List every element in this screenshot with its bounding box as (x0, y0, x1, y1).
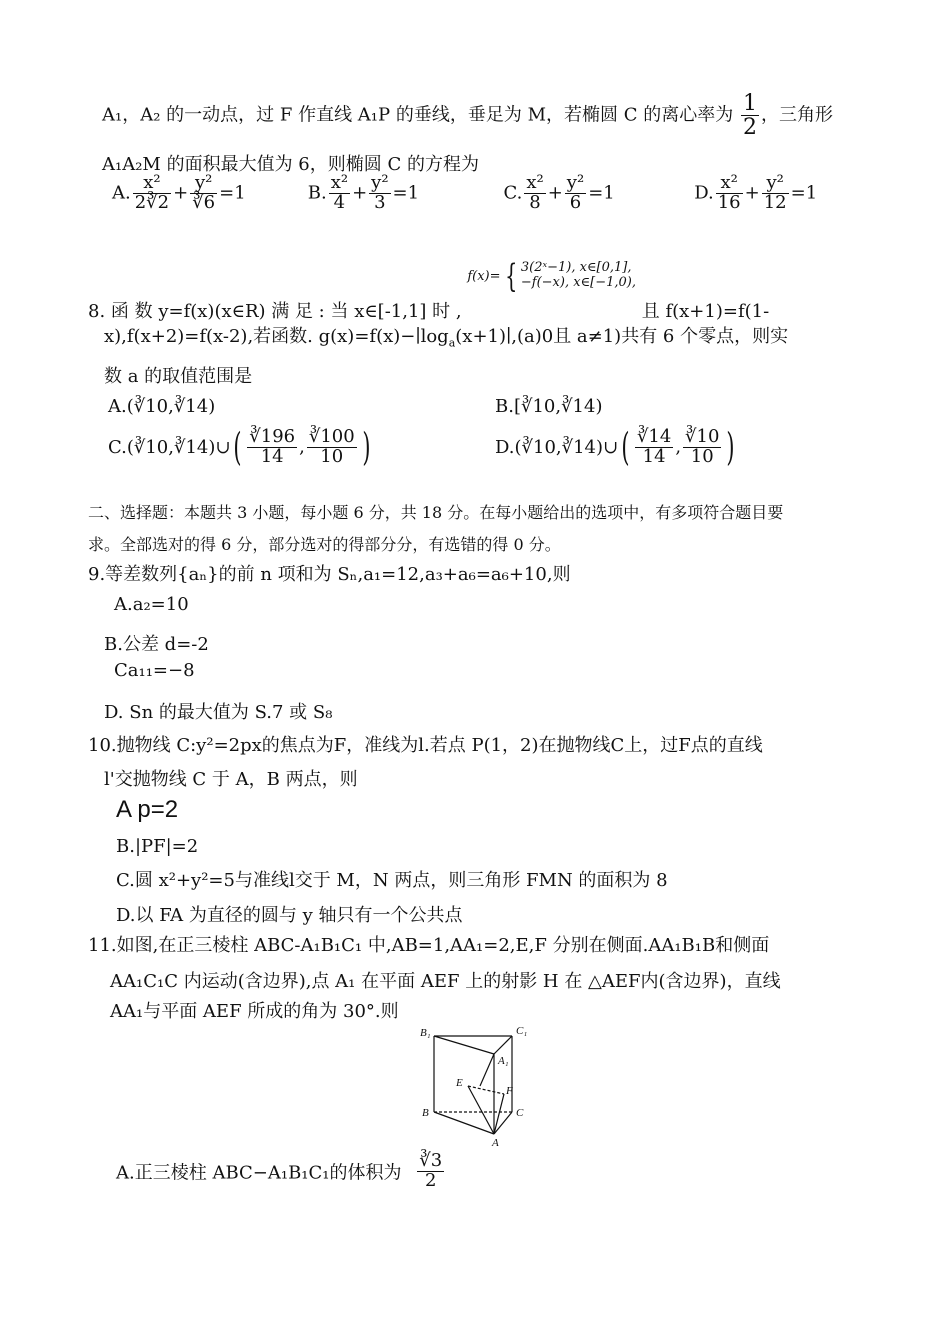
label-a1: A₁ (498, 1055, 509, 1067)
section2-instructions-line2: 求。全部选对的得 6 分，部分选对的得部分分，有选错的得 0 分。 (88, 535, 561, 554)
edge-c1a1 (494, 1036, 512, 1054)
label-a: A (492, 1137, 499, 1149)
q9-stem: 9.等差数列{aₙ}的前 n 项和为 Sₙ,a₁=12,a₃+a₆=a₆+10,则 (88, 564, 571, 585)
q9-option-d: D. Sn 的最大值为 S.7 或 S₈ (104, 702, 333, 723)
q10-line2: l'交抛物线 C 于 A，B 两点，则 (104, 769, 358, 790)
q8-line2: x),f(x+2)=f(x-2),若函数. $g(x)=f(x)-∣\log_a(x+1)∣,(a)0$且 a≠1)共有 6 个零点，则实 (104, 326, 789, 350)
segment-ef (468, 1086, 504, 1094)
q8-option-a: A.(∛10,∛14) (108, 396, 216, 417)
q7-option-b: B. $\frac{\text{x²}}{4}$ + $\frac{\text{y²}}{3}$ =1 (307, 172, 420, 213)
q10-option-d: D.以 FA 为直径的圆与 y 轴只有一个公共点 (116, 905, 463, 926)
q10-option-b: B.|PF|=2 (116, 836, 199, 857)
label-f: F (506, 1085, 513, 1097)
label-b1: B₁ (420, 1027, 431, 1039)
q7-option-d: D. $\frac{\text{x²}}{16}$ + $\frac{\text{y²}}{12}$ =1 (694, 172, 818, 213)
q8-line3: 数 a 的取值范围是 (104, 366, 253, 387)
label-c1: C₁ (516, 1025, 528, 1037)
q9-option-c: Ca₁₁=−8 (114, 660, 195, 681)
q7-option-c: C. $\frac{\text{x²}}{8}$ + $\frac{\text{y²}}{6}$ =1 (503, 172, 615, 213)
triangular-prism-figure (412, 1022, 538, 1150)
label-e: E (456, 1077, 463, 1089)
q7-line1-post: ，三角形 (760, 104, 833, 126)
q7-eccentricity-fraction: $\frac{1}{2}$ (742, 91, 757, 141)
q7-line2: A₁A₂M 的面积最大值为 6，则椭圆 C 的方程为 (102, 154, 479, 175)
segment-ae (468, 1086, 494, 1134)
q10-option-a: A p=2 (116, 796, 179, 823)
q7-options (112, 174, 817, 213)
q8-piecewise-function: f(x)= { 3(2ˣ−1), x∈[0,1], −f(−x), x∈[−1,0), (467, 257, 637, 295)
q7-line1 (102, 92, 833, 139)
edge-b1a1 (434, 1036, 494, 1054)
q8-line1: 8. 函 数 y=f(x)(x∈R) 满 足 : 当 x∈[-1,1] 时 , f(x)= { 3(2ˣ−1), x∈[0,1], −f(−x), x∈[−1,0), 且 f(x+1)=f(1- (88, 257, 770, 323)
section2-instructions-line1: 二、选择题：本题共 3 小题，每小题 6 分，共 18 分。在每小题给出的选项中，有多项符合题目要 (88, 503, 784, 522)
q11-option-a: A.正三棱柱 ABC−A₁B₁C₁的体积为 $\frac{∛3}{2}$ (116, 1150, 443, 1191)
segment-a1h (480, 1054, 494, 1086)
q11-line3: AA₁与平面 AEF 所成的角为 30°.则 (110, 1001, 399, 1022)
q9-option-a: A.a₂=10 (114, 594, 189, 615)
q10-line1: 10.抛物线 C:y²=2px的焦点为F，准线为l.若点 P(1，2)在抛物线C上，过F点的直线 (88, 735, 763, 756)
q7-option-a: A. $\frac{\text{x²}}{2∛2}$ + $\frac{\text{y²}}{∛6}$ =1 (112, 172, 246, 213)
label-c: C (516, 1107, 524, 1119)
q11-line2: AA₁C₁C 内运动(含边界),点 A₁ 在平面 AEF 上的射影 H 在 △AEF内(含边界)，直线 (110, 971, 781, 992)
q8-option-c: C.(∛10,∛14)∪( $\frac{∛196}{14}$ , $\frac{∛100}{10}$ ) (108, 425, 371, 470)
edge-ba (434, 1112, 494, 1134)
q8-option-d: D.(∛10,∛14)∪( $\frac{∛14}{14}$ , $\frac{∛10}{10}$ ) (495, 425, 735, 470)
q10-option-c: C.圆 x²+y²=5与准线l交于 M，N 两点，则三角形 FMN 的面积为 8 (116, 870, 668, 891)
q11-line1: 11.如图,在正三棱柱 ABC-A₁B₁C₁ 中,AB=1,AA₁=2,E,F 分别在侧面.AA₁B₁B和侧面 (88, 935, 770, 956)
q9-option-b: B.公差 d=-2 (104, 634, 209, 655)
q8-option-b: B.[∛10,∛14) (495, 396, 603, 417)
label-b: B (422, 1107, 429, 1119)
q7-line1-pre: A₁，A₂ 的一动点，过 F 作直线 A₁P 的垂线，垂足为 M，若椭圆 C 的离心率为 (102, 104, 734, 126)
